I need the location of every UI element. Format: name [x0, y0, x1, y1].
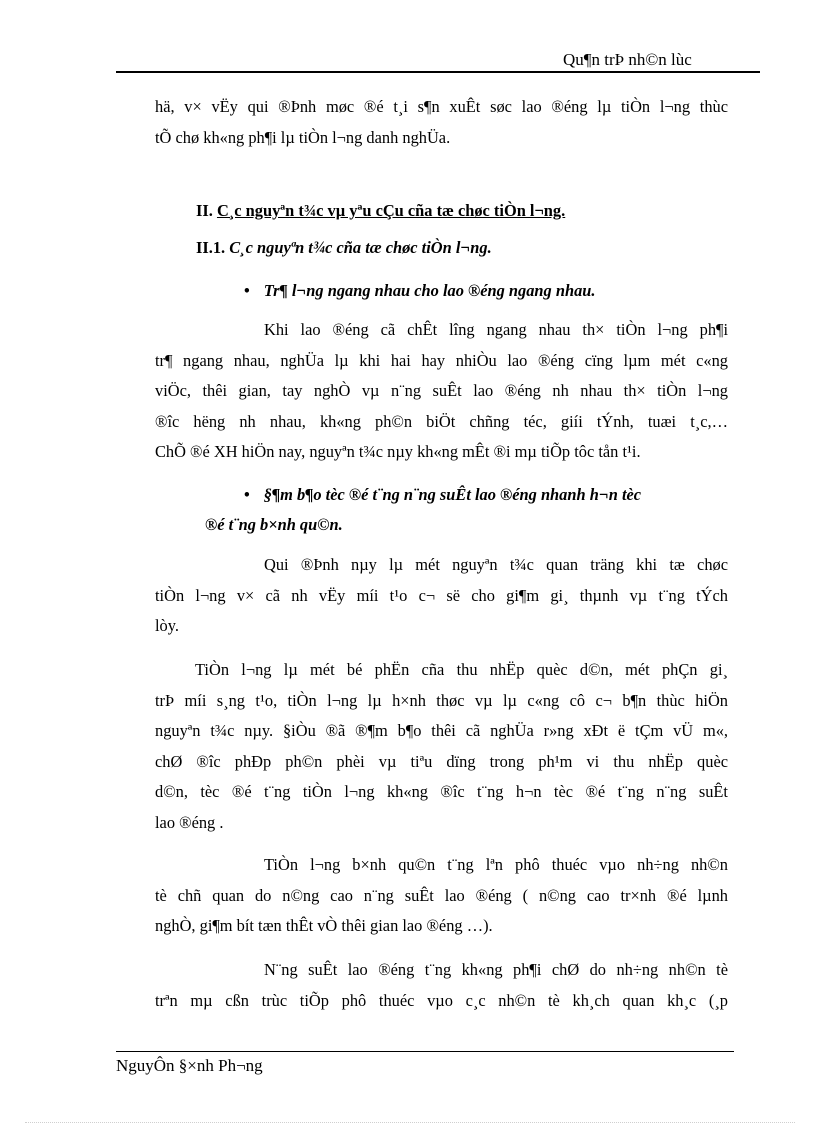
text-line: nguyªn t¾c nµy. §iÒu ®ã ®¶m b¶o thêi cã nghÜa r»ng xÐt ë tÇm vÜ m«, — [155, 721, 728, 740]
bullet-text: ®é t¨ng b×nh qu©n. — [205, 515, 343, 534]
text-line: chØ ®îc phÐp ph©n phèi vµ tiªu dïng trong ph¹m vi thu nhËp quèc — [155, 751, 728, 771]
text-line: Khi lao ®éng cã chÊt lîng ngang nhau th× tiÒn l¬ng ph¶i — [264, 320, 728, 339]
bullet-item — [244, 281, 595, 301]
paragraph — [155, 550, 728, 642]
paragraph — [155, 315, 728, 468]
bullet-item — [244, 485, 728, 505]
footer-rule — [116, 1051, 734, 1052]
text-line: tiÒn l¬ng v× cã nh vËy míi t¹o c¬ së cho gi¶m gi¸ thµnh vµ t¨ng tÝch — [155, 585, 728, 605]
bullet-icon: • — [244, 281, 250, 300]
bullet-icon: • — [244, 485, 250, 504]
subsection-heading — [196, 238, 492, 258]
paragraph — [155, 850, 728, 942]
header-title: Qu¶n trÞ nh©n lùc — [563, 50, 692, 69]
subsection-title: C¸c nguyªn t¾c cña tæ chøc tiÒn l¬ng. — [229, 238, 492, 257]
text-line: tr¶ ngang nhau, nghÜa lµ khi hai hay nhiÒu lao ®éng cïng lµm mét c«ng — [155, 350, 728, 370]
text-line: viÖc, thêi gian, tay nghÒ vµ n¨ng suÊt lao ®éng nh nhau th× tiÒn l¬ng — [155, 381, 728, 400]
section-heading — [196, 201, 565, 221]
text-line: TiÒn l¬ng b×nh qu©n t¨ng lªn phô thuéc vµo nh÷ng nh©n — [264, 855, 728, 874]
intro-paragraph — [155, 92, 728, 153]
text-line: trÞ míi s¸ng t¹o, tiÒn l¬ng lµ h×nh thøc vµ lµ c«ng cô c¬ b¶n thùc hiÖn — [155, 690, 728, 710]
header-rule — [116, 71, 760, 73]
paragraph — [155, 955, 728, 1016]
text-line: N¨ng suÊt lao ®éng t¨ng kh«ng ph¶i chØ do nh÷ng nh©n tè — [264, 960, 728, 979]
bullet-text: Tr¶ l¬ng ngang nhau cho lao ®éng ngang nhau. — [263, 281, 596, 300]
text-line: tè chñ quan do n©ng cao n¨ng suÊt lao ®éng ( n©ng cao tr×nh ®é lµnh — [155, 885, 728, 905]
text-line: ®îc hëng nh nhau, kh«ng ph©n biÖt chñng téc, giíi tÝnh, tuæi t¸c,… — [155, 411, 728, 431]
text-line: lao ®éng . — [155, 812, 224, 832]
text-line: Qui ®Þnh nµy lµ mét nguyªn t¾c quan träng khi tæ chøc — [264, 555, 728, 574]
text-line: nghÒ, gi¶m bít tæn thÊt vÒ thêi gian lao ®éng …). — [155, 916, 493, 935]
text-line: trªn mµ cßn trùc tiÕp phô thuéc vµo c¸c nh©n tè kh¸ch quan kh¸c (¸p — [155, 990, 728, 1010]
bullet-item-continuation — [205, 515, 343, 535]
bullet-text: §¶m b¶o tèc ®é t¨ng n¨ng suÊt lao ®éng nhanh h¬n tèc — [263, 485, 642, 504]
text-line: hä, v× vËy qui ®Þnh møc ®é t¸i s¶n xuÊt søc lao ®éng lµ tiÒn l¬ng thùc — [155, 97, 728, 116]
text-line: TiÒn l¬ng lµ mét bé phËn cña thu nhËp quèc d©n, mét phÇn gi¸ — [195, 660, 728, 679]
text-line: d©n, tèc ®é t¨ng tiÒn l¬ng kh«ng ®îc t¨ng h¬n tèc ®é t¨ng n¨ng suÊt — [155, 782, 728, 801]
footer-author: NguyÔn §×nh Ph¬ng — [116, 1056, 263, 1075]
text-line: lòy. — [155, 616, 179, 635]
section-number: II. — [196, 201, 213, 220]
text-line: ChÕ ®é XH hiÖn nay, nguyªn t¾c nµy kh«ng mÊt ®i mµ tiÕp tôc tån t¹i. — [155, 442, 641, 461]
paragraph — [155, 655, 728, 838]
subsection-number: II.1. — [196, 238, 226, 257]
text-line: tÕ chø kh«ng ph¶i lµ tiÒn l¬ng danh nghÜa. — [155, 127, 451, 147]
section-title: C¸c nguyªn t¾c vµ yªu cÇu cña tæ chøc tiÒn l¬ng. — [216, 201, 566, 220]
